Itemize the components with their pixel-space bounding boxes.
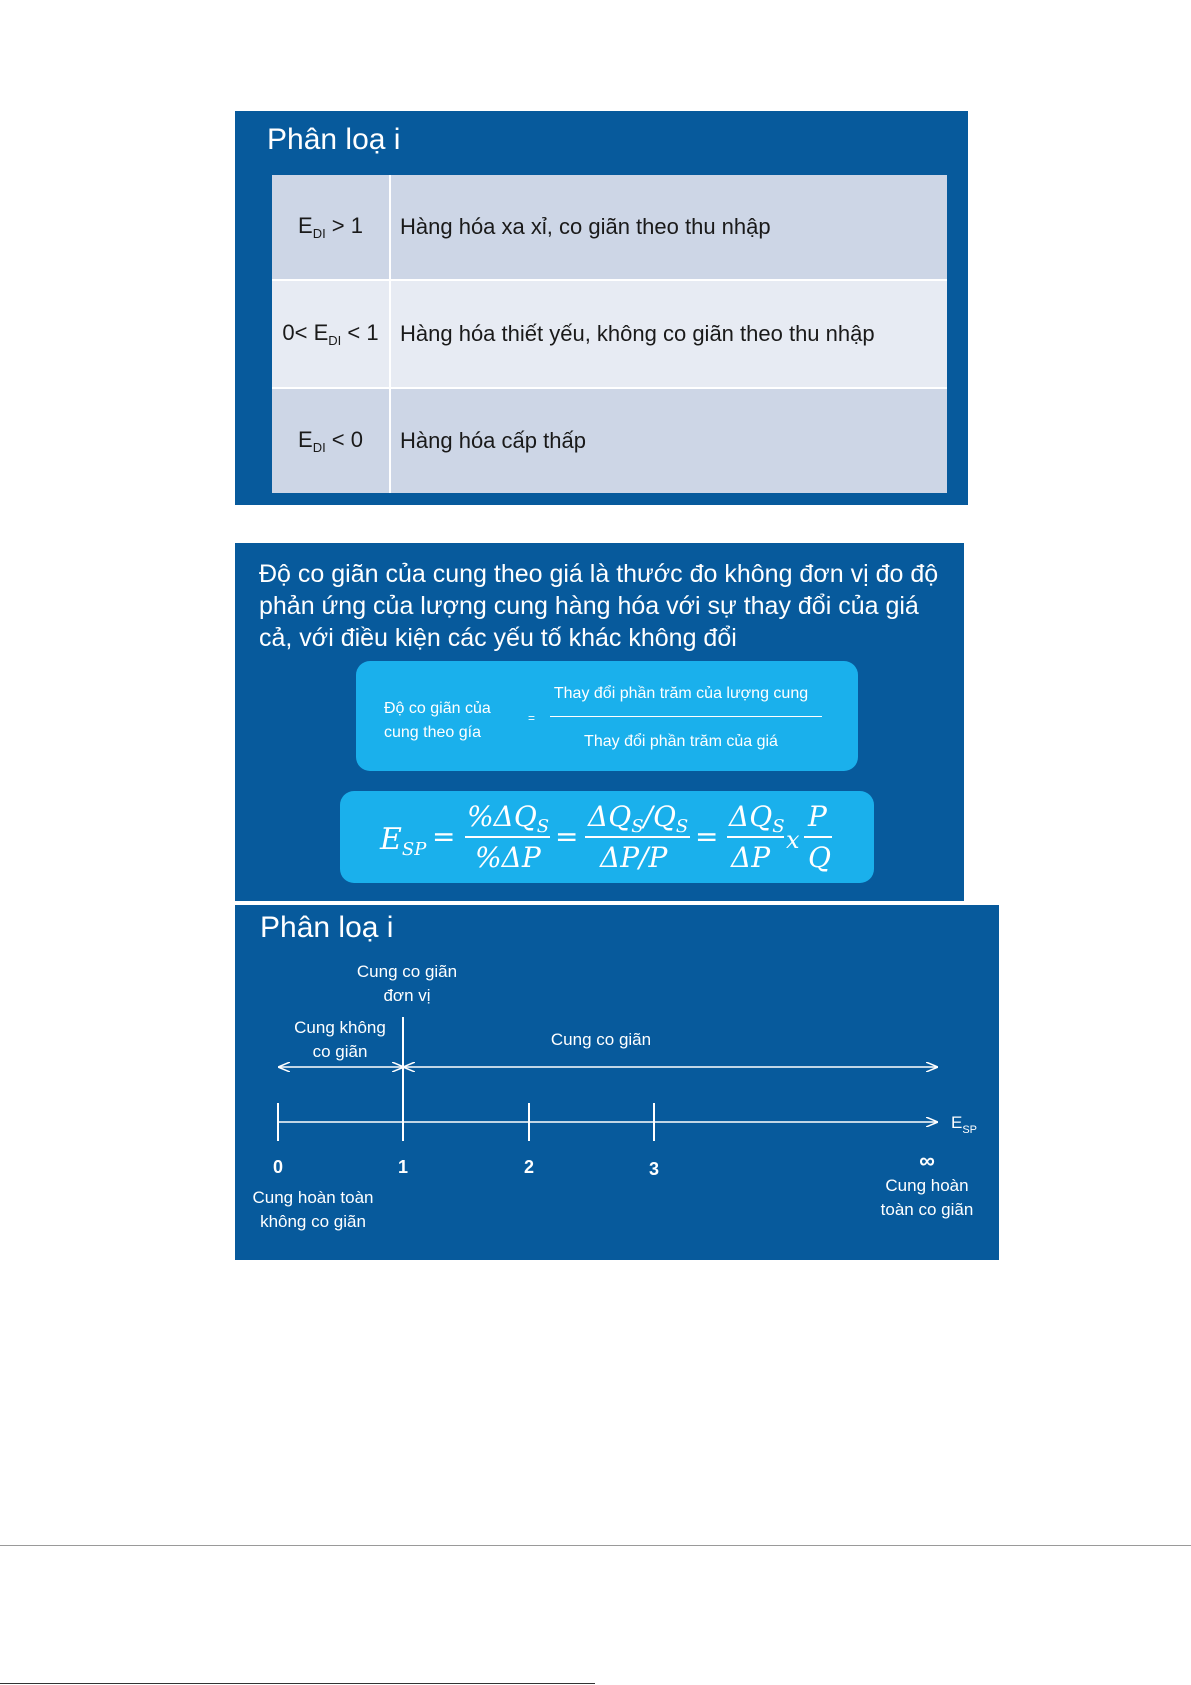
equals-sign: = [528,711,536,725]
svg-text:đơn vị: đơn vị [383,986,431,1005]
footer-divider [0,1545,1191,1546]
math-formula-box [340,791,874,883]
tick-label: 1 [397,1157,409,1177]
description-cell: Hàng hóa cấp thấp [390,388,947,493]
word-formula-lhs: Độ co giãn của cung theo gía [384,700,491,741]
svg-text:Q: Q [808,841,831,874]
slide-supply-classification [235,905,999,1260]
svg-text:ΔP: ΔP [731,841,771,874]
axis-label: $E_{SP}$ [951,1113,978,1136]
slide3-title: Phân loạ i [260,911,394,944]
condition-cell: $E_{DI} < 0$ [272,388,390,493]
classification-table [272,175,947,493]
elasticity-number-line [235,905,999,1260]
word-formula-box [356,661,858,771]
word-formula-denominator: Thay đổi phần trăm của giá [584,733,778,750]
perfectly-elastic-label: Cung hoàn [885,1176,969,1195]
tick-label: 2 [523,1157,535,1177]
word-formula-numerator: Thay đổi phần trăm của lượng cung [553,685,809,702]
definition-text: Độ co giãn của cung theo giá là thước đo không đơn vị đo độ phản ứng của lượng cung hàng hóa với sự thay đổi của giá cả, với điều kiện các yếu tố khác không đổi [259,560,939,652]
condition-cell: $0< E_{DI} < 1$ [272,280,390,388]
svg-text:=: = [695,820,719,853]
condition-cell: $E_{DI} > 1$ [272,175,390,280]
math-formula [340,791,874,883]
svg-text:%ΔP: %ΔP [475,841,541,874]
svg-text:ΔQS: $\Delta Q_S$ [729,800,785,837]
slide-supply-elasticity-definition [235,543,964,901]
svg-text:P: P [808,800,827,833]
svg-text:toàn co giãn: toàn co giãn [880,1200,974,1219]
svg-text:x: x [786,826,800,854]
table-row [272,388,947,493]
svg-text:=: = [555,820,579,853]
fraction-bar [550,716,822,717]
description-cell: Hàng hóa xa xỉ, co giãn theo thu nhập [390,175,947,280]
description-cell: Hàng hóa thiết yếu, không co giãn theo thu nhập [390,280,947,388]
table-row [272,175,947,280]
tick-label: ∞ [919,1148,935,1173]
footnote-divider [0,1683,595,1684]
svg-text:=: = [432,820,456,853]
perfectly-inelastic-label: Cung hoàn toàn [252,1188,374,1207]
svg-text:không co giãn: không co giãn [260,1212,366,1231]
slide-income-elasticity [235,111,968,505]
tick-label: 0 [272,1157,284,1177]
unit-elastic-label: Cung co giãn [356,962,458,981]
tick-label: 3 [648,1159,660,1179]
table-row [272,280,947,388]
svg-text:co giãn: co giãn [312,1042,368,1061]
elastic-label: Cung co giãn [550,1030,652,1049]
svg-text:ΔQS/QS: $\Delta Q_S/Q_S$ [588,800,689,837]
slide1-title: Phân loạ i [267,123,401,156]
svg-text:%ΔQS: $\%\Delta Q_S$ [467,800,550,837]
inelastic-label: Cung không [294,1018,386,1037]
svg-text:ESP: $E_{SP}$ [380,822,427,860]
svg-text:ΔP/P: ΔP/P [600,841,668,874]
